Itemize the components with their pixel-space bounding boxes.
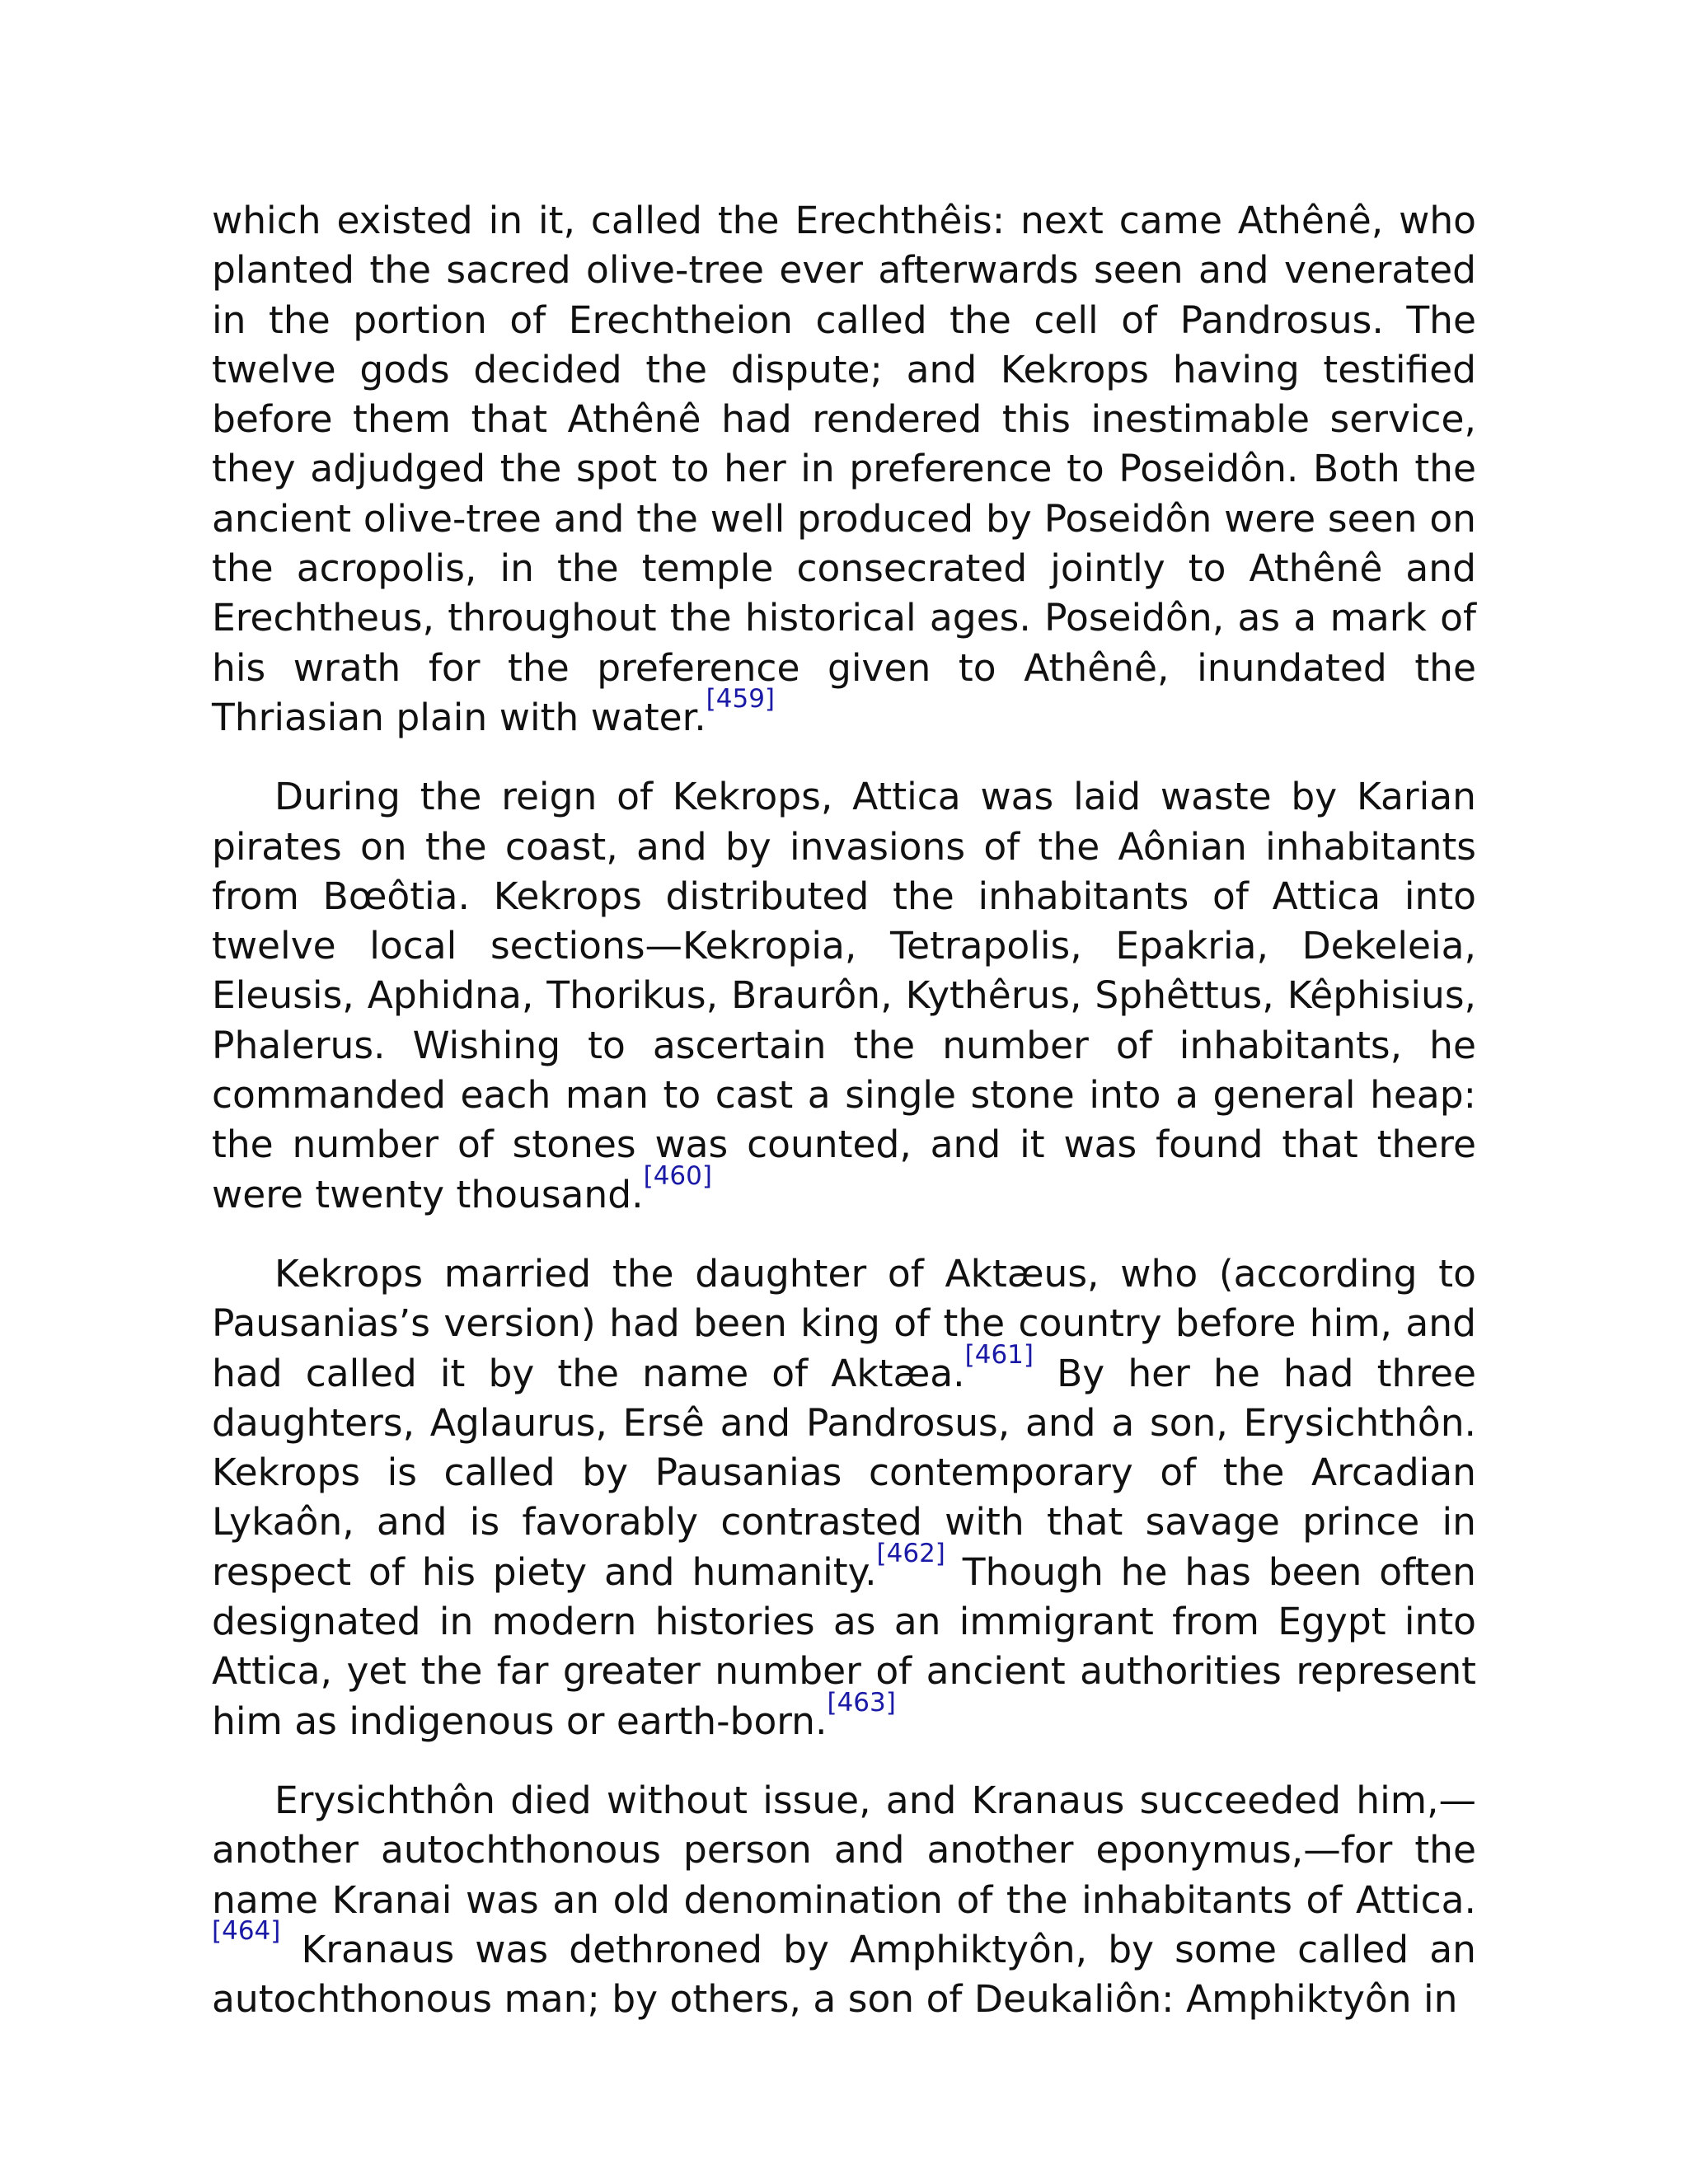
paragraph-text: Erysichthôn died without issue, and Kranaus succeeded him,—another autochthonous person and another eponymus,—for the name Kranai was an old denomination of the inhabitants of Attica.: [212, 1778, 1476, 1922]
paragraph-text: By her he had three daughters, Aglaurus, Ersê and Pandrosus, and a son, Erysichthôn. Kekrops is called by Pausanias contemporary of the Arcadian Lykaôn, and is favorably contrasted with that savage prince in respect of his piety and humanity.: [212, 1351, 1477, 1594]
paragraph-text: Though he has been often designated in modern histories as an immigrant from Egypt into Attica, yet the far greater number of ancient authorities represent him as indigenous or earth-born.: [212, 1549, 1476, 1743]
paragraph-erysichthon-kranaus: [212, 1776, 1476, 2024]
paragraph-text: During the reign of Kekrops, Attica was laid waste by Karian pirates on the coast, and by invasions of the Aônian inhabitants from Bœôtia. Kekrops distributed the inhabitants of Attica into twelve local sections—Kekropia, Tetrapolis, Epakria, Dekeleia, Eleusis, Aphidna, Thorikus, Braurôn, Kythêrus, Sphêttus, Kêphisius, Phalerus. Wishing to ascertain the number of inhabitants, he commanded each man to cast a single stone into a general heap: the number of stones was counted, and it was found that there were twenty thousand.: [212, 775, 1476, 1216]
paragraph-kekrops-reign: [212, 772, 1476, 1220]
paragraph-kekrops-marriage: [212, 1249, 1476, 1746]
book-page: [212, 196, 1476, 2054]
footnote-link-462[interactable]: [462]: [876, 1538, 945, 1568]
footnote-link-461[interactable]: [461]: [964, 1339, 1034, 1370]
footnote-link-459[interactable]: [459]: [706, 683, 776, 714]
footnote-link-460[interactable]: [460]: [643, 1160, 712, 1191]
paragraph-text: Kekrops married the daughter of Aktæus, who (according to Pausanias’s version) had been king of the country before him, and had called it by the name of Aktæa.: [212, 1251, 1476, 1395]
paragraph-text: Kranaus was dethroned by Amphiktyôn, by some called an autochthonous man; by others, a son of Deukaliôn: Amphiktyôn in: [212, 1927, 1476, 2022]
paragraph-athene-poseidon: [212, 196, 1476, 743]
footnote-link-463[interactable]: [463]: [827, 1687, 896, 1718]
paragraph-text: which existed in it, called the Erechthêis: next came Athênê, who planted the sacred olive-tree ever afterwards seen and venerated in the portion of Erechtheion called the cell of Pandrosus. The twelve gods decided the dispute; and Kekrops having testified before them that Athênê had rendered this inestimable service, they adjudged the spot to her in preference to Poseidôn. Both the ancient olive-tree and the well produced by Poseidôn were seen on the acropolis, in the temple consecrated jointly to Athênê and Erechtheus, throughout the historical ages. Poseidôn, as a mark of his wrath for the preference given to Athênê, inundated the Thriasian plain with water.: [212, 199, 1476, 739]
footnote-link-464[interactable]: [464]: [212, 1915, 281, 1946]
